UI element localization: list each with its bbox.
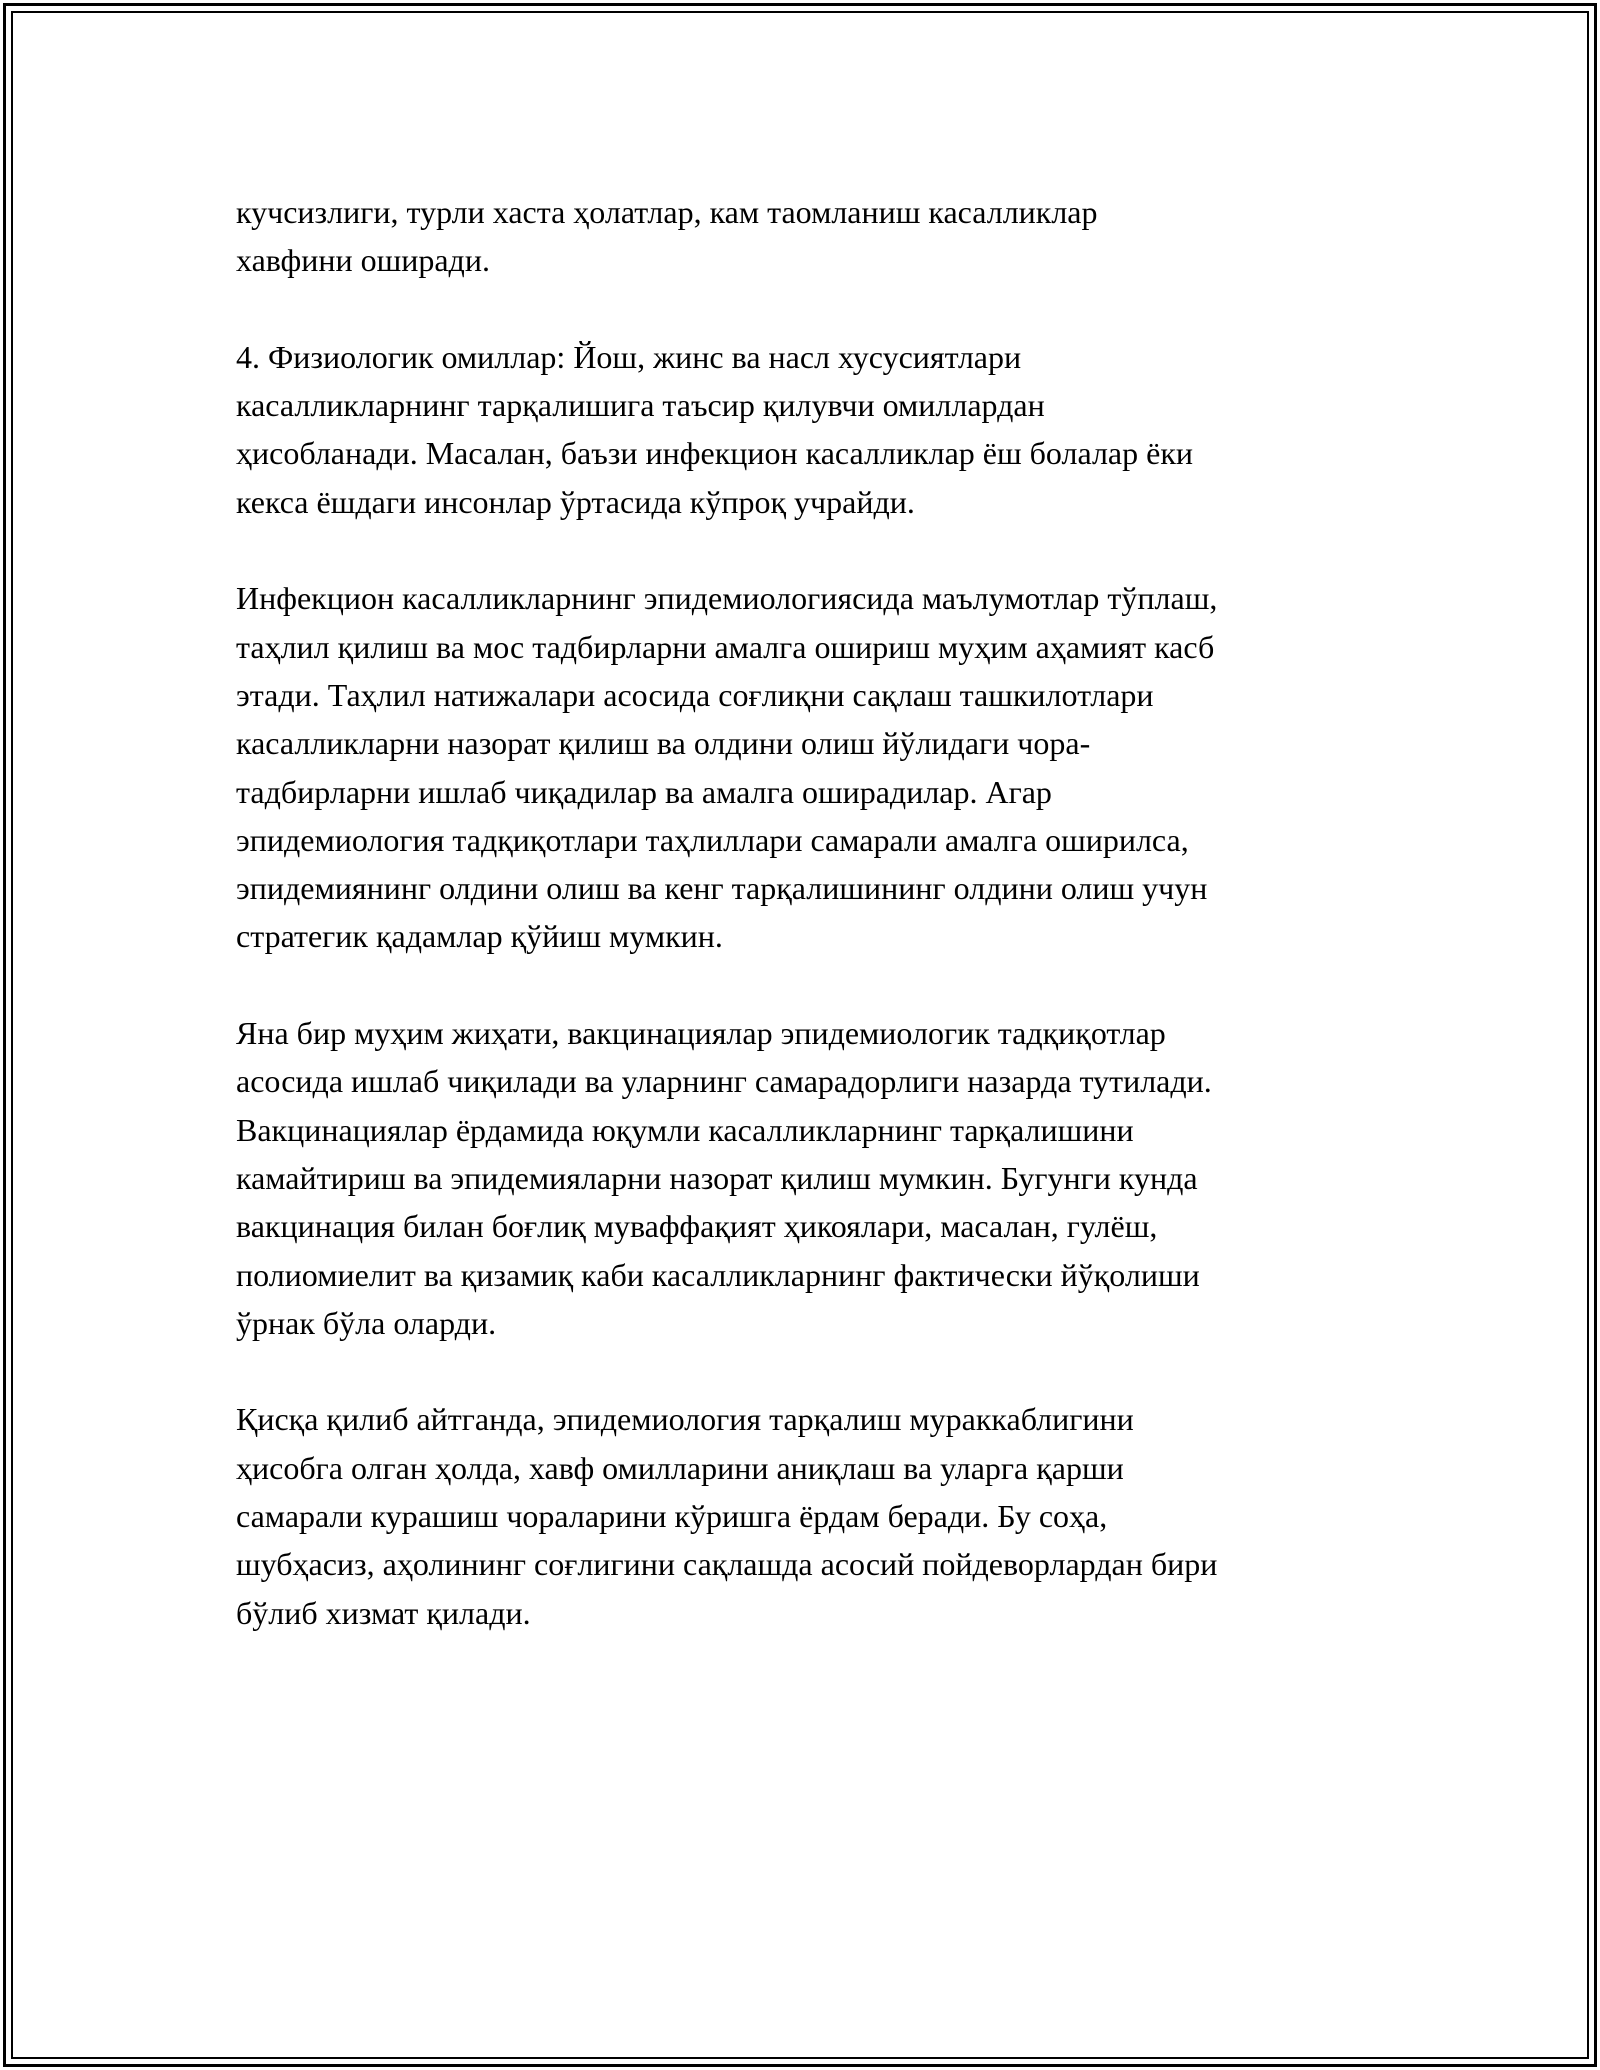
text-line: ҳисобланади. Масалан, баъзи инфекцион касалликлар ёш болалар ёки [236, 435, 1193, 472]
paragraph-5 [236, 1395, 1366, 1636]
text-line: стратегик қадамлар қўйиш мумкин. [236, 918, 723, 955]
paragraph-4 [236, 1009, 1366, 1347]
text-line: ўрнак бўла оларди. [236, 1304, 497, 1341]
text-line: касалликларни назорат қилиш ва олдини олиш йўлидаги чора- [236, 725, 1091, 762]
text-line: Қисқа қилиб айтганда, эпидемиология тарқалиш мураккаблигини [236, 1401, 1134, 1438]
text-line: этади. Таҳлил натижалари асосида соғлиқни сақлаш ташкилотлари [236, 676, 1154, 713]
text-line: бўлиб хизмат қилади. [236, 1594, 531, 1631]
text-line: таҳлил қилиш ва мос тадбирларни амалга ошириш муҳим аҳамият касб [236, 628, 1215, 665]
text-line: Яна бир муҳим жиҳати, вакцинациялар эпидемиологик тадқиқотлар [236, 1015, 1166, 1052]
text-line: касалликларнинг тарқалишига таъсир қилувчи омиллардан [236, 387, 1045, 424]
text-line: асосида ишлаб чиқилади ва уларнинг самарадорлиги назарда тутилади. [236, 1063, 1212, 1100]
document-body [236, 188, 1366, 1685]
text-line: тадбирларни ишлаб чиқадилар ва амалга оширадилар. Агар [236, 773, 1052, 810]
text-line: вакцинация билан боғлиқ муваффақият ҳикоялари, масалан, гулёш, [236, 1208, 1158, 1245]
text-line: Вакцинациялар ёрдамида юқумли касалликларнинг тарқалишини [236, 1111, 1134, 1148]
text-line: ҳисобга олган ҳолда, хавф омилларини аниқлаш ва уларга қарши [236, 1449, 1124, 1486]
text-line: шубҳасиз, аҳолининг соғлигини сақлашда асосий пойдеворлардан бири [236, 1546, 1218, 1583]
text-line: камайтириш ва эпидемияларни назорат қилиш мумкин. Бугунги кунда [236, 1159, 1198, 1196]
paragraph-2 [236, 333, 1366, 526]
paragraph-3 [236, 574, 1366, 960]
text-line: кучсизлиги, турли хаста ҳолатлар, кам таомланиш касалликлар [236, 194, 1098, 230]
text-line: полиомиелит ва қизамиқ каби касалликларнинг фактически йўқолиши [236, 1256, 1200, 1293]
text-line: Инфекцион касалликларнинг эпидемиологиясида маълумотлар тўплаш, [236, 580, 1218, 617]
text-line: хавфини оширади. [236, 242, 490, 279]
text-line: самарали курашиш чораларини кўришга ёрдам беради. Бу соҳа, [236, 1498, 1108, 1535]
paragraph-1 [236, 188, 1366, 285]
text-line: 4. Физиологик омиллар: Йош, жинс ва насл хусусиятлари [236, 338, 1022, 375]
text-line: эпидемиология тадқиқотлари таҳлиллари самарали амалга оширилса, [236, 821, 1189, 858]
text-line: кекса ёшдаги инсонлар ўртасида кўпроқ учрайди. [236, 483, 915, 520]
text-line: эпидемиянинг олдини олиш ва кенг тарқалишининг олдини олиш учун [236, 870, 1208, 907]
